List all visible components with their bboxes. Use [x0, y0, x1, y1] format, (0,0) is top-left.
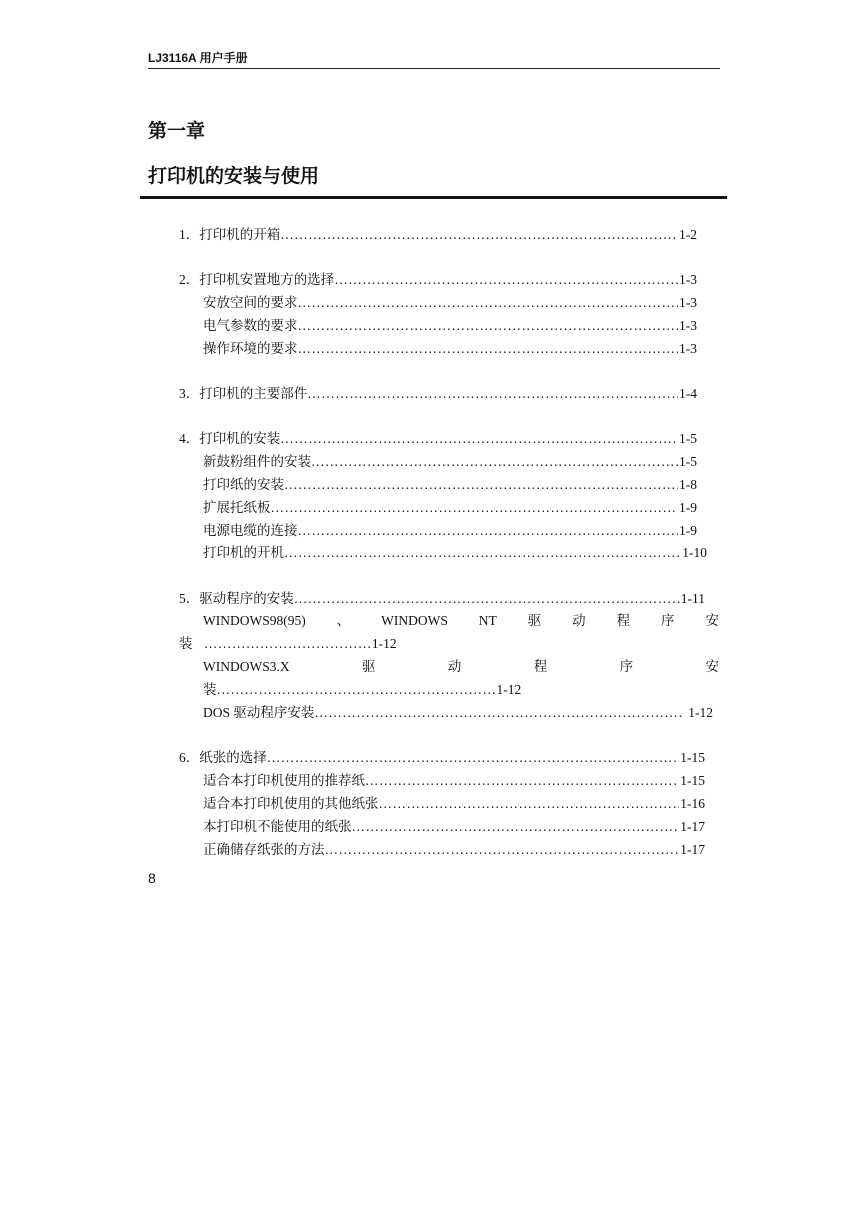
toc-page: 1-9	[679, 523, 697, 538]
toc-entry-electrical[interactable]	[203, 317, 697, 335]
toc-word: 序	[619, 659, 634, 674]
toc-leader	[334, 271, 678, 289]
toc-leader	[365, 772, 679, 790]
toc-page: 1-9	[679, 500, 697, 515]
toc-entry-win98-line1[interactable]	[203, 612, 719, 630]
toc-label: 扩展托纸板	[203, 500, 271, 515]
toc-page: 1-12	[371, 636, 397, 651]
toc-page: 1-12	[496, 682, 522, 697]
toc-entry-paper-selection[interactable]	[179, 749, 705, 767]
toc-page: 1-5	[679, 431, 697, 446]
page-number: 8	[148, 870, 156, 886]
toc-page: 1-17	[680, 819, 705, 834]
toc-leader	[294, 590, 680, 608]
toc-entry-other-paper[interactable]	[203, 795, 705, 813]
toc-label: 安放空间的要求	[203, 295, 298, 310]
toc-word: 安	[705, 659, 719, 674]
toc-word: 、	[336, 613, 351, 628]
toc-label: 打印机的开箱	[199, 227, 281, 242]
toc-number: 1．	[179, 227, 200, 242]
toc-entry-power-cable[interactable]	[203, 522, 697, 540]
toc-entry-environment[interactable]	[203, 340, 697, 358]
toc-page: 1-4	[679, 386, 697, 401]
toc-word: 驱	[362, 659, 376, 674]
toc-word: 程	[616, 613, 631, 628]
toc-label: 适合本打印机使用的推荐纸	[203, 773, 365, 788]
toc-leader	[284, 476, 678, 494]
toc-word: 动	[572, 613, 586, 628]
toc-page: 1-5	[679, 454, 697, 469]
toc-entry-win31-line1[interactable]	[203, 658, 719, 676]
toc-entry-dos-driver[interactable]	[203, 704, 713, 722]
toc-number: 6．	[179, 750, 200, 765]
toc-page: 1-15	[680, 773, 705, 788]
toc-word: NT	[478, 613, 497, 628]
toc-entry-recommended-paper[interactable]	[203, 772, 705, 790]
toc-word: 序	[661, 613, 675, 628]
toc-page: 1-10	[682, 545, 707, 560]
toc-label: 打印机安置地方的选择	[199, 272, 335, 287]
toc-page: 1-3	[679, 295, 697, 310]
toc-entry-location[interactable]	[179, 271, 697, 289]
toc-page: 1-12	[688, 705, 713, 720]
toc-page: 1-3	[679, 341, 697, 356]
toc-entry-paper-loading[interactable]	[203, 476, 697, 494]
toc-leader	[298, 294, 679, 312]
toc-number: 3．	[179, 386, 200, 401]
toc-entry-unusable-paper[interactable]	[203, 818, 705, 836]
toc-word: 程	[533, 659, 548, 674]
toc-label: 驱动程序的安装	[199, 591, 294, 606]
toc-entry-unpacking[interactable]	[179, 226, 697, 244]
toc-label: 本打印机不能使用的纸张	[203, 819, 352, 834]
toc-entry-drum[interactable]	[203, 453, 697, 471]
toc-leader	[298, 340, 679, 358]
toc-label: 电气参数的要求	[203, 318, 298, 333]
toc-label: 适合本打印机使用的其他纸张	[203, 796, 379, 811]
toc-entry-paper-storage[interactable]	[203, 841, 705, 859]
toc-page: 1-8	[679, 477, 697, 492]
chapter-rule	[140, 196, 727, 199]
toc-word: 装	[203, 682, 217, 697]
toc-leader	[314, 704, 684, 722]
toc-page: 1-3	[679, 272, 697, 287]
toc-leader	[298, 522, 679, 540]
running-header	[148, 50, 720, 69]
toc-leader	[379, 795, 680, 813]
toc-label: 打印机的主要部件	[199, 386, 308, 401]
toc-word: 安	[705, 613, 719, 628]
toc-leader	[267, 749, 680, 767]
header-title: LJ3116A 用户手册	[148, 51, 248, 65]
toc-leader: ………………………………	[203, 636, 372, 651]
toc-label: 打印纸的安装	[203, 477, 284, 492]
toc-page: 1-2	[679, 227, 697, 242]
chapter-title: 打印机的安装与使用	[148, 165, 320, 187]
toc-leader	[271, 499, 679, 517]
toc-page: 1-16	[680, 796, 705, 811]
toc-leader	[280, 430, 678, 448]
toc-leader	[325, 841, 680, 859]
toc-page: 1-3	[679, 318, 697, 333]
toc-page: 1-11	[680, 591, 705, 606]
toc-word: WINDOWS98(95)	[203, 613, 306, 628]
toc-label: 操作环境的要求	[203, 341, 298, 356]
toc-leader	[352, 818, 680, 836]
toc-word: 驱	[527, 613, 542, 628]
toc-entry-power-on[interactable]	[203, 544, 707, 562]
toc-number: 4．	[179, 431, 200, 446]
toc-entry-components[interactable]	[179, 385, 697, 403]
toc-page: 1-15	[680, 750, 705, 765]
toc-page: 1-17	[680, 842, 705, 857]
toc-word: 动	[447, 659, 462, 674]
toc-label: DOS 驱动程序安装	[203, 705, 315, 720]
toc-word: 装	[179, 636, 193, 651]
toc-entry-tray[interactable]	[203, 499, 697, 517]
toc-leader	[284, 544, 681, 562]
toc-word: WINDOWS3.X	[203, 659, 290, 674]
toc-entry-win31-line2[interactable]	[203, 681, 521, 699]
toc-entry-win98-line2[interactable]	[179, 635, 397, 653]
toc-entry-installation[interactable]	[179, 430, 697, 448]
chapter-label: 第一章	[148, 120, 206, 142]
toc-leader: ……………………………………………………	[216, 682, 497, 697]
toc-label: 纸张的选择	[199, 750, 267, 765]
toc-leader	[280, 226, 678, 244]
toc-leader	[307, 385, 678, 403]
toc-label: 正确储存纸张的方法	[203, 842, 325, 857]
toc-label: 电源电缆的连接	[203, 523, 298, 538]
toc-label: 新鼓粉组件的安装	[203, 454, 311, 469]
toc-entry-driver[interactable]	[179, 590, 705, 608]
toc-entry-space[interactable]	[203, 294, 697, 312]
toc-label: 打印机的开机	[203, 545, 284, 560]
toc-number: 2．	[179, 272, 200, 287]
toc-number: 5．	[179, 591, 200, 606]
toc-label: 打印机的安装	[199, 431, 281, 446]
toc-word: WINDOWS	[381, 613, 448, 628]
toc-leader	[298, 317, 679, 335]
toc-leader	[311, 453, 678, 471]
